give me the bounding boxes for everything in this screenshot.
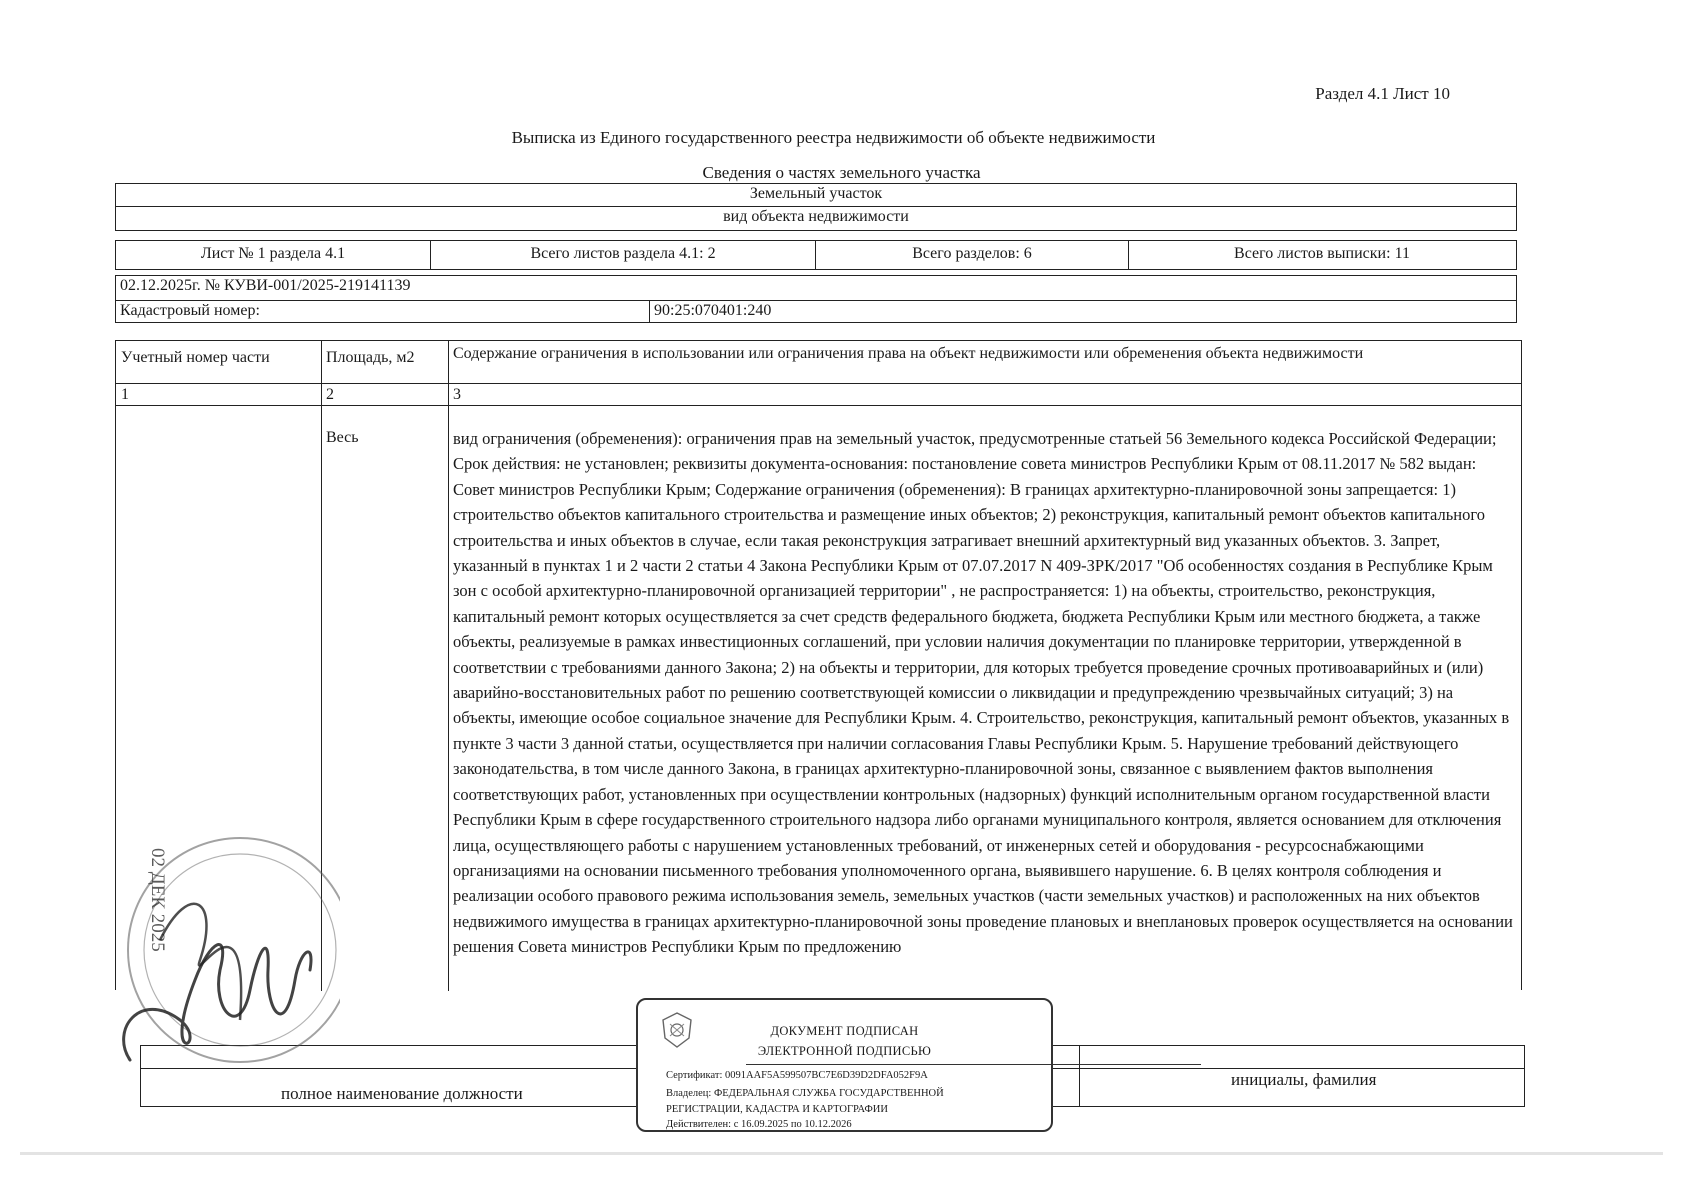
total-sheets-section: Всего листов раздела 4.1: 2 — [431, 241, 816, 269]
electronic-signature-stamp — [636, 998, 1053, 1132]
name-caption: инициалы, фамилия — [1231, 1070, 1377, 1089]
column-number-3: 3 — [453, 386, 461, 403]
object-type-block — [115, 183, 1517, 231]
total-sections: Всего разделов: 6 — [816, 241, 1129, 269]
row-restriction-content: вид ограничения (обременения): ограничения прав на земельный участок, предусмотренные статьей 56 Земельного кодекса Российской Федерации; Срок действия: не установлен; реквизиты документа-основания: постановление совета министров Республики Крым от 08.11.2017 № 582 выдан: Совет министров Республики Крым; Содержание ограничения (обременения): В границах архитектурно-планировочной зоны запрещается: 1) строительство объектов капитального строительства и размещение иных объектов; 2) реконструкция, капитальный ремонт объектов капитального строительства и иных объектов в случае, если такая реконструкция затрагивает внешний архитектурный вид указанных объектов. 3. Запрет, указанный в пунктах 1 и 2 части 2 статьи 4 Закона Республики Крым от 07.07.2017 N 409-ЗРК/2017 "Об особенностях создания в Республике Крым зон с особой архитектурно-планировочной организацией территории" , не распространяется: 1) на объекты, строительство, реконструкция, капитальный ремонт которых осуществляется за счет средств федерального бюджета, бюджета Республики Крым или местного бюджета, а также объекты, реализуемые в рамках инвестиционных соглашений, при условии наличия документации по планировке территории, утвержденной в соответствии с требованиями данного Закона; 2) на объекты и территории, для которых требуется проведение срочных противоаварийных и (или) аварийно-восстановительных работ по решению соответствующей комиссии о ликвидации и предупреждению чрезвычайных ситуаций; 3) на объекты, имеющие особое социальное значение для Республики Крым. 4. Строительство, реконструкция, капитальный ремонт объектов, указанных в пункте 3 части 3 данной статьи, осуществляется при наличии согласования Главы Республики Крым. 5. Нарушение требований действующего законодательства, в том числе данного Закона, в границах архитектурно-планировочной зоны, связанное с выявлением фактов выполнения соответствующих работ, установленных при осуществлении контрольных (надзорных) функций исполнительным органом государственной власти Республики Крым в сфере государственного строительного надзора либо органами муниципального контроля, является основанием для отключения лица, осуществляющего работы с нарушением установленных требований, от инженерных сетей и оборудования - ресурсоснабжающими организациями на основании письменного требования уполномоченного органа, выявившего нарушение. 6. В целях контроля соблюдения и реализации особого правового режима использования земель, земельных участков (части земельных участков) и расположенных на них объектов недвижимого имущества в границах архитектурно-планировочной зоны проведение плановых и внеплановых проверок осуществляется на основании решения Совета министров Республики Крым по предложению — [453, 429, 1513, 957]
round-seal — [100, 820, 340, 1080]
esig-line-2: ЭЛЕКТРОННОЙ ПОДПИСЬЮ — [757, 1044, 932, 1058]
request-block — [115, 275, 1517, 323]
position-caption: полное наименование должности — [281, 1084, 523, 1103]
sheet-number: Лист № 1 раздела 4.1 — [116, 241, 431, 269]
seal-date-stamp — [147, 848, 168, 952]
document-title: Выписка из Единого государственного реестра недвижимости об объекте недвижимости — [511, 128, 1156, 147]
total-sheets-extract: Всего листов выписки: 11 — [1234, 245, 1410, 262]
header-part-number: Учетный номер части — [121, 349, 270, 366]
esig-owner-2: РЕГИСТРАЦИИ, КАДАСТРА И КАРТОГРАФИИ — [666, 1104, 888, 1115]
header-area: Площадь, м2 — [326, 349, 415, 366]
sheet-info-row — [115, 240, 1517, 270]
column-number-2: 2 — [326, 386, 334, 403]
esig-certificate: Сертификат: 0091AAF5A599507BC7E6D39D2DFA052F9A — [666, 1070, 928, 1081]
cadastral-label: Кадастровый номер: — [120, 302, 260, 319]
esig-valid: Действителен: с 16.09.2025 по 10.12.2026 — [666, 1119, 852, 1130]
document-subtitle: Сведения о частях земельного участка — [702, 163, 981, 182]
header-content: Содержание ограничения в использовании или ограничения права на объект недвижимости или обременения объекта недвижимости — [453, 345, 1364, 362]
seal-date-text: 02 ДЕК 2025 — [147, 848, 168, 952]
column-number-1: 1 — [121, 386, 129, 403]
object-type-value: Земельный участок — [749, 185, 883, 202]
object-type-caption: вид объекта недвижимости — [723, 208, 909, 225]
esig-line-1: ДОКУМЕНТ ПОДПИСАН — [770, 1024, 919, 1038]
page-bottom-rule — [20, 1152, 1663, 1155]
section-sheet-label: Раздел 4.1 Лист 10 — [1315, 84, 1450, 103]
esig-owner-1: Владелец: ФЕДЕРАЛЬНАЯ СЛУЖБА ГОСУДАРСТВЕННОЙ — [666, 1088, 944, 1099]
row-area: Весь — [326, 429, 359, 446]
cadastral-number: 90:25:070401:240 — [654, 302, 772, 319]
request-date-number: 02.12.2025г. № КУВИ-001/2025-219141139 — [120, 277, 411, 294]
